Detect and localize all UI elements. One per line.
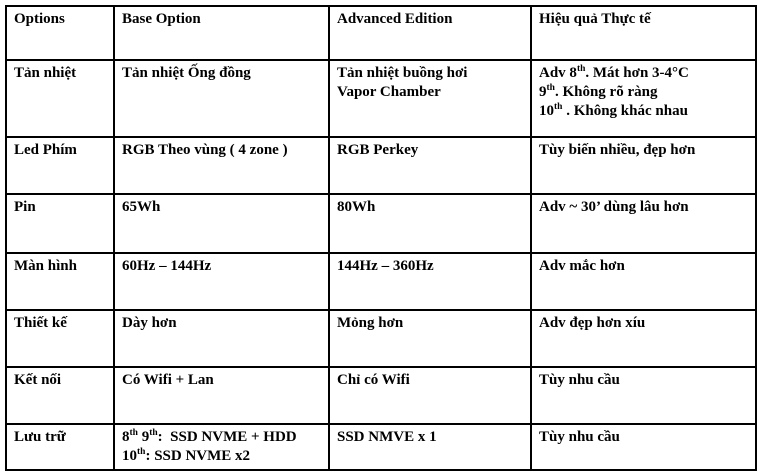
- comparison-table: [5, 5, 757, 471]
- real-effect-cell: Adv mắc hơn: [531, 253, 756, 310]
- column-header-options: Options: [6, 6, 114, 60]
- row-label-cell: Kết nối: [6, 367, 114, 424]
- column-header-advanced-edition: Advanced Edition: [329, 6, 531, 60]
- row-display: [6, 253, 756, 310]
- advanced-edition-cell: Tản nhiệt buồng hơi Vapor Chamber: [329, 60, 531, 137]
- real-effect-cell: Adv 8th. Mát hơn 3-4°C 9th. Không rõ ràng 10th . Không khác nhau: [531, 60, 756, 137]
- real-effect-cell: Adv đẹp hơn xíu: [531, 310, 756, 367]
- real-effect-cell: Tùy nhu cầu: [531, 367, 756, 424]
- advanced-edition-cell: Chỉ có Wifi: [329, 367, 531, 424]
- column-header-base-option: Base Option: [114, 6, 329, 60]
- header-row: [6, 6, 756, 60]
- row-storage: [6, 424, 756, 470]
- row-label-cell: Led Phím: [6, 137, 114, 194]
- row-label-cell: Thiết kế: [6, 310, 114, 367]
- advanced-edition-cell: RGB Perkey: [329, 137, 531, 194]
- row-label-cell: Pin: [6, 194, 114, 253]
- base-option-cell: RGB Theo vùng ( 4 zone ): [114, 137, 329, 194]
- advanced-edition-cell: Mỏng hơn: [329, 310, 531, 367]
- row-keyboard-led: [6, 137, 756, 194]
- base-option-cell: 60Hz – 144Hz: [114, 253, 329, 310]
- base-option-cell: 65Wh: [114, 194, 329, 253]
- real-effect-cell: Adv ~ 30’ dùng lâu hơn: [531, 194, 756, 253]
- row-label-cell: Lưu trữ: [6, 424, 114, 470]
- row-connectivity: [6, 367, 756, 424]
- row-label-cell: Màn hình: [6, 253, 114, 310]
- real-effect-cell: Tùy nhu cầu: [531, 424, 756, 470]
- advanced-edition-cell: 144Hz – 360Hz: [329, 253, 531, 310]
- row-design: [6, 310, 756, 367]
- row-battery: [6, 194, 756, 253]
- base-option-cell: Dày hơn: [114, 310, 329, 367]
- row-label-cell: Tản nhiệt: [6, 60, 114, 137]
- row-cooling: [6, 60, 756, 137]
- advanced-edition-cell: 80Wh: [329, 194, 531, 253]
- real-effect-cell: Tùy biến nhiều, đẹp hơn: [531, 137, 756, 194]
- base-option-cell: 8th 9th: SSD NVME + HDD 10th: SSD NVME x2: [114, 424, 329, 470]
- base-option-cell: Có Wifi + Lan: [114, 367, 329, 424]
- advanced-edition-cell: SSD NMVE x 1: [329, 424, 531, 470]
- column-header-real-effect: Hiệu quả Thực tế: [531, 6, 756, 60]
- base-option-cell: Tản nhiệt Ống đồng: [114, 60, 329, 137]
